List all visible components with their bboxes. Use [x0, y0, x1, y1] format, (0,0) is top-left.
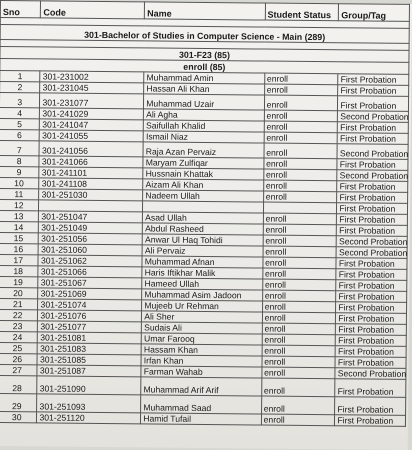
cell-name: Haris Iftikhar Malik [142, 267, 263, 279]
cell-sno: 6 [0, 129, 40, 140]
cell-group: First Probation [338, 85, 409, 97]
cell-name: Asad Ullah [143, 212, 264, 224]
cell-name: Hussnain Khattak [143, 168, 264, 180]
cell-code: 301-241101 [39, 167, 143, 179]
cell-group: First Probation [335, 346, 406, 358]
cell-name: Ismail Niaz [143, 131, 264, 143]
cell-name: Abdul Rasheed [143, 223, 264, 235]
cell-name: Aizam Ali Khan [143, 179, 264, 191]
cell-group: First Probation [337, 159, 408, 171]
cell-status: enroll [264, 84, 338, 96]
cell-status: enroll [263, 224, 337, 236]
cell-status: enroll [263, 213, 337, 225]
cell-code: 301-251066 [38, 266, 142, 278]
cell-status: enroll [261, 396, 335, 415]
cell-group: First Probation [337, 225, 408, 237]
cell-group: First Probation [336, 302, 407, 314]
cell-code: 301-231077 [40, 93, 144, 109]
cell-group: First Probation [338, 122, 409, 134]
cell-code: 301-241029 [40, 108, 144, 120]
cell-name: Muhammad Uzair [144, 94, 265, 110]
cell-group: First Probation [336, 313, 407, 325]
cell-status: enroll [262, 290, 336, 302]
cell-sno: 1 [0, 71, 40, 82]
cell-name: Muhammad Saad [141, 395, 262, 414]
cell-name: Muhammad Amin [144, 72, 265, 84]
section-title: 301-F23 (85) [0, 47, 409, 63]
cell-sno: 9 [0, 166, 39, 177]
cell-name: Hamid Tufail [141, 413, 262, 425]
cell-group: First Probation [338, 74, 409, 86]
cell-name: Muhammad Asim Jadoon [142, 289, 263, 301]
cell-status: enroll [263, 180, 337, 192]
cell-name: Anwar Ul Haq Tohidi [142, 234, 263, 246]
cell-group: Second Probation [336, 247, 407, 259]
cell-code: 301-251074 [38, 299, 142, 311]
cell-sno: 4 [0, 107, 40, 118]
cell-group: First Probation [335, 415, 406, 427]
cell-name: Ali Pervaiz [142, 245, 263, 257]
cell-code: 301-251060 [39, 244, 143, 256]
program-title: 301-Bachelor of Studies in Computer Science - Main (289) [0, 25, 409, 44]
cell-group: Second Probation [337, 236, 408, 248]
cell-status: enroll [262, 345, 336, 357]
cell-group: First Probation [335, 357, 406, 369]
cell-group: First Probation [336, 324, 407, 336]
cell-name: Saifullah Khalid [144, 120, 265, 132]
cell-name: Hameed Ullah [142, 278, 263, 290]
cell-status: enroll [261, 378, 335, 397]
cell-status: enroll [262, 301, 336, 313]
cell-status [263, 202, 337, 214]
cell-sno: 23 [0, 320, 38, 331]
cell-sno: 14 [0, 221, 39, 232]
cell-group: First Probation [337, 203, 408, 215]
header-sno: Sno [0, 1, 41, 18]
cell-name: Ali Agha [144, 109, 265, 121]
cell-code: 301-241047 [40, 119, 144, 131]
cell-name: Mujeeb Ur Rehman [142, 300, 263, 312]
cell-sno: 20 [0, 287, 38, 298]
header-code: Code [41, 1, 145, 19]
cell-code: 301-241066 [39, 156, 143, 168]
cell-status: enroll [263, 268, 337, 280]
cell-sno: 11 [0, 188, 39, 199]
cell-status: enroll [263, 169, 337, 181]
cell-status: enroll [261, 414, 335, 426]
cell-status: enroll [263, 235, 337, 247]
cell-code: 301-231045 [40, 82, 144, 94]
cell-group: First Probation [336, 269, 407, 281]
cell-name: Sudais Ali [142, 322, 263, 334]
cell-status: enroll [262, 323, 336, 335]
cell-sno: 27 [0, 364, 37, 375]
cell-sno: 18 [0, 265, 38, 276]
cell-status: enroll [264, 132, 338, 144]
cell-code: 301-251049 [39, 222, 143, 234]
cell-sno: 21 [0, 298, 38, 309]
cell-sno: 5 [0, 118, 40, 129]
cell-code: 301-251077 [38, 321, 142, 333]
cell-name: Ali Sher [142, 311, 263, 323]
cell-group: First Probation [336, 258, 407, 270]
cell-status: enroll [262, 279, 336, 291]
cell-sno: 29 [0, 393, 37, 411]
cell-sno: 28 [0, 375, 37, 393]
cell-sno: 25 [0, 342, 38, 353]
cell-sno: 17 [0, 254, 39, 265]
cell-status: enroll [262, 356, 336, 368]
cell-code: 301-231002 [40, 71, 144, 83]
cell-group: Second Probation [337, 144, 408, 160]
cell-status: enroll [263, 191, 337, 203]
cell-code: 301-251085 [37, 354, 141, 366]
subsection-title: enroll (85) [0, 59, 409, 75]
cell-name: Raja Azan Pervaiz [143, 142, 264, 158]
cell-name: Muhammad Afnan [142, 256, 263, 268]
cell-group: First Probation [336, 291, 407, 303]
cell-sno: 26 [0, 353, 38, 364]
cell-name: Muhammad Arif Arif [141, 377, 262, 396]
cell-code: 301-251083 [38, 343, 142, 355]
cell-sno: 13 [0, 210, 39, 221]
cell-group: First Probation [335, 397, 406, 416]
cell-code: 301-251047 [39, 211, 143, 223]
cell-group: Second Probation [337, 170, 408, 182]
header-group: Group/Tag [339, 4, 410, 22]
cell-group: First Probation [338, 96, 409, 112]
cell-status: enroll [264, 110, 338, 122]
cell-code: 301-251069 [38, 288, 142, 300]
cell-status: enroll [264, 73, 338, 85]
cell-code: 301-251067 [38, 277, 142, 289]
cell-sno: 30 [0, 411, 37, 422]
cell-group: First Probation [337, 192, 408, 204]
cell-code: 301-251093 [37, 394, 141, 413]
header-name: Name [145, 2, 266, 20]
cell-sno: 15 [0, 232, 39, 243]
cell-sno: 12 [0, 199, 39, 210]
cell-group: Second Probation [338, 111, 409, 123]
cell-code: 301-251030 [39, 189, 143, 201]
cell-code: 301-251056 [39, 233, 143, 245]
cell-name: Nadeem Ullah [143, 190, 264, 202]
cell-code: 301-251062 [38, 255, 142, 267]
cell-sno: 24 [0, 331, 38, 342]
cell-name: Farman Wahab [141, 366, 262, 378]
cell-sno: 10 [0, 177, 39, 188]
cell-status: enroll [264, 143, 338, 159]
cell-code: 301-241055 [40, 130, 144, 142]
cell-group: First Probation [335, 379, 406, 398]
cell-group: First Probation [336, 335, 407, 347]
cell-code: 301-251120 [37, 412, 141, 424]
cell-status: enroll [262, 334, 336, 346]
cell-sno: 16 [0, 243, 39, 254]
cell-sno: 2 [0, 82, 40, 93]
cell-code: 301-241056 [39, 141, 143, 157]
cell-code: 301-241108 [39, 178, 143, 190]
cell-status: enroll [263, 246, 337, 258]
cell-group: First Probation [337, 214, 408, 226]
cell-sno: 8 [0, 155, 39, 166]
cell-status: enroll [262, 367, 336, 379]
cell-name: Hassan Ali Khan [144, 83, 265, 95]
cell-group: First Probation [337, 181, 408, 193]
cell-sno: 7 [0, 140, 40, 155]
cell-name: Maryam Zulfiqar [143, 157, 264, 169]
cell-status: enroll [262, 312, 336, 324]
cell-name: Hassam Khan [141, 344, 262, 356]
cell-name: Umar Farooq [141, 333, 262, 345]
cell-group: First Probation [336, 280, 407, 292]
cell-group: First Probation [338, 133, 409, 145]
cell-sno: 19 [0, 276, 38, 287]
cell-code: 301-251076 [38, 310, 142, 322]
cell-code: 301-251087 [37, 365, 141, 377]
cell-status: enroll [264, 158, 338, 170]
cell-sno: 22 [0, 309, 38, 320]
cell-status: enroll [263, 257, 337, 269]
cell-code: 301-251090 [37, 376, 141, 395]
cell-group: Second Probation [335, 368, 406, 380]
cell-status: enroll [264, 95, 338, 111]
header-status: Student Status [265, 3, 339, 21]
cell-code: 301-251081 [38, 332, 142, 344]
cell-name: Irfan Khan [141, 355, 262, 367]
cell-sno: 3 [0, 93, 40, 108]
cell-status: enroll [264, 121, 338, 133]
